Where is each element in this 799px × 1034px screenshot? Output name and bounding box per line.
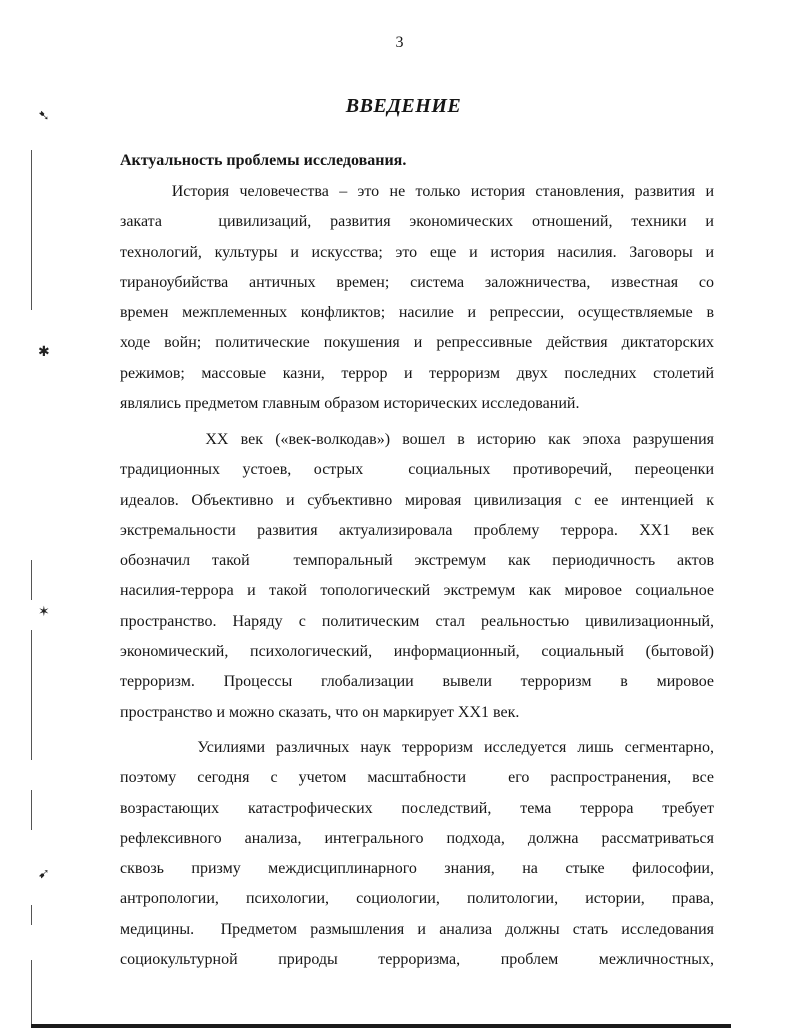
text-line: рефлексивного анализа, интегрального подхода, должна рассматриваться (120, 829, 714, 847)
paragraph-1 (120, 177, 714, 419)
text-line: пространство и можно сказать, что он маркирует XX1 век. (120, 703, 520, 721)
text-line: поэтому сегодня с учетом масштабности его распространения, все (120, 769, 714, 787)
text-line: антропологии, психологии, социологии, политологии, истории, права, (120, 890, 714, 908)
text-line: сквозь призму междисциплинарного знания, на стыке философии, (120, 860, 714, 878)
text-line: тираноубийства античных времен; система заложничества, известная со (120, 273, 714, 291)
page-title: ВВЕДЕНИЕ (345, 95, 462, 117)
text-line: возрастающих катастрофических последствий, тема террора требует (120, 799, 714, 817)
text-line: времен межплеменных конфликтов; насилие и репрессии, осуществляемые в (120, 304, 714, 322)
text-line: насилия-террора и такой топологический экстремум как мировое социальное (120, 582, 714, 600)
text-line: заката цивилизаций, развития экономических отношений, техники и (120, 213, 714, 231)
text-line: технологий, культуры и искусства; это еще и история насилия. Заговоры и (120, 243, 714, 261)
text-line: идеалов. Объективно и субъективно мировая цивилизация с ее интенцией к (120, 491, 714, 509)
text-line: терроризм. Процессы глобализации вывели терроризм в мировое (120, 673, 714, 691)
page-number: 3 (395, 34, 404, 51)
text-line: социокультурной природы терроризма, проблем межличностных, (120, 951, 714, 969)
margin-rule (31, 790, 32, 830)
text-line: режимов; массовые казни, террор и терроризм двух последних столетий (120, 364, 714, 382)
margin-rule (31, 960, 32, 1024)
margin-mark-arrow-icon: ➷ (38, 108, 50, 124)
text-line: медицины. Предметом размышления и анализа должны стать исследования (120, 920, 714, 938)
paragraph-3 (120, 733, 714, 975)
margin-mark-arrow-icon: ➹ (38, 866, 50, 882)
text-line: обозначил такой темпоральный экстремум как периодичность актов (120, 552, 714, 570)
margin-mark-star-icon: ✶ (38, 604, 50, 620)
text-line: История человечества – это не только история становления, развития и (120, 183, 715, 200)
text-line: являлись предметом главным образом исторических исследований. (120, 395, 580, 413)
paragraph-2 (120, 425, 714, 728)
margin-rule (31, 905, 32, 925)
text-line: экстремальности развития актуализировала проблему террора. XX1 век (120, 521, 714, 539)
bottom-rule (31, 1024, 731, 1028)
text-line: традиционных устоев, острых социальных противоречий, переоценки (120, 461, 714, 479)
text-line: пространство. Наряду с политическим стал реальностью цивилизационный, (120, 612, 714, 630)
text-line: экономический, психологический, информационный, социальный (бытовой) (120, 643, 714, 661)
text-line: XX век («век-волкодав») вошел в историю как эпоха разрушения (120, 431, 715, 448)
text-line: ходе войн; политические покушения и репрессивные действия диктаторских (120, 334, 714, 352)
text-line: Усилиями различных наук терроризм исследуется лишь сегментарно, (120, 739, 714, 756)
margin-rule (31, 560, 32, 600)
section-heading: Актуальность проблемы исследования. (120, 152, 407, 169)
margin-rule (31, 150, 32, 310)
margin-rule (31, 630, 32, 760)
margin-mark-star-icon: ✱ (38, 344, 50, 360)
